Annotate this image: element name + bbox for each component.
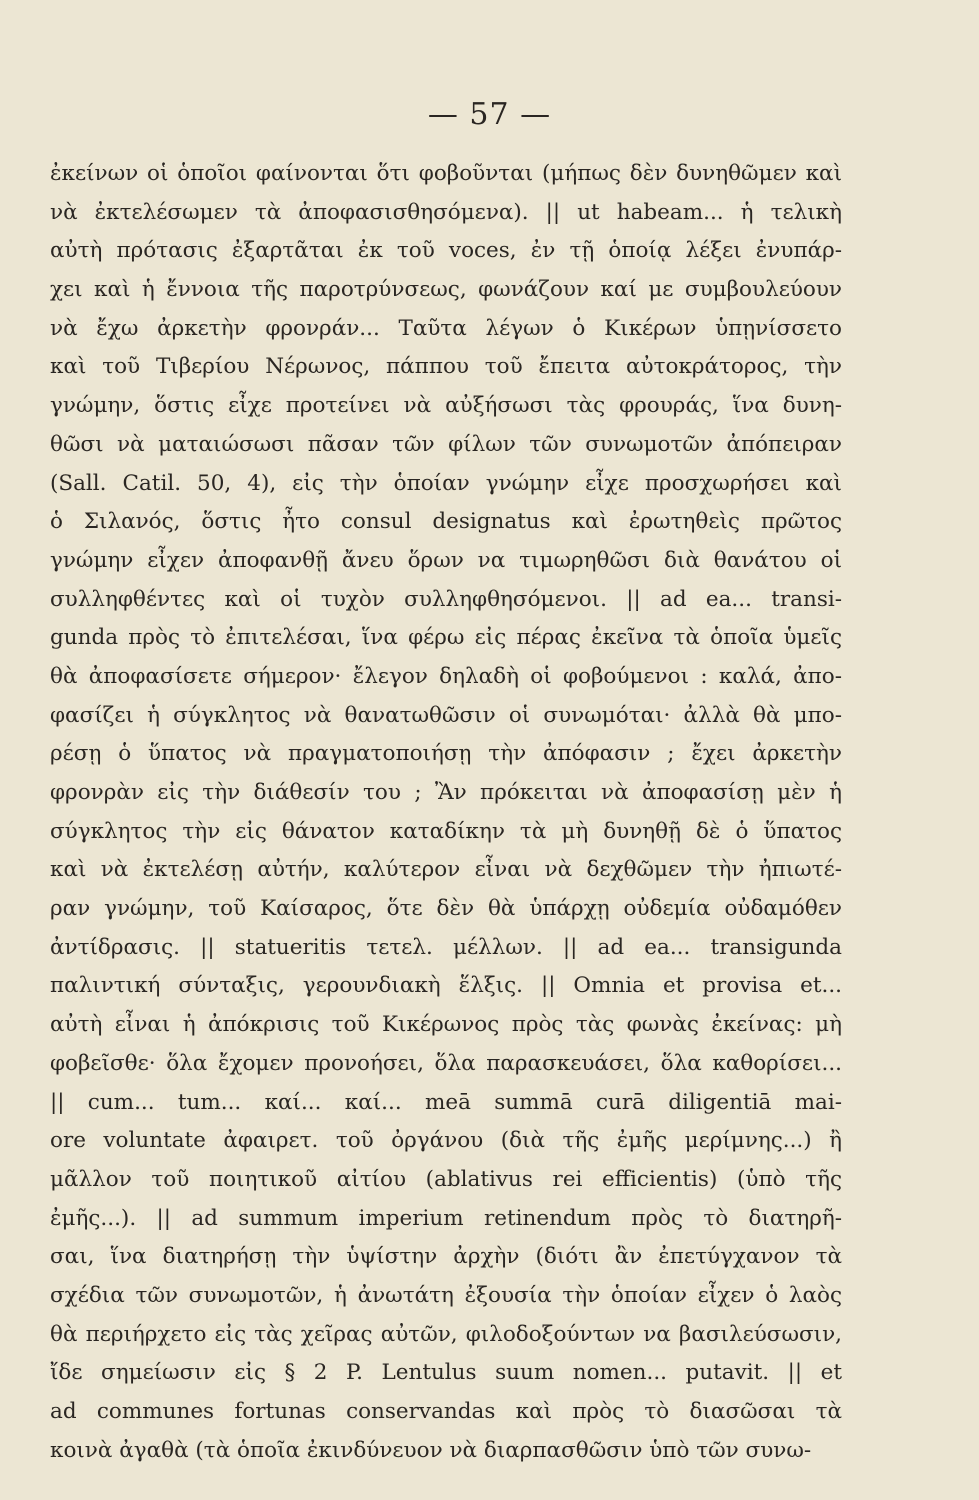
text-line: αὐτὴ εἶναι ἡ ἀπόκρισις τοῦ Κικέρωνος πρὸς τὰς φωνὰς ἐκείνας: μὴ bbox=[50, 1012, 842, 1038]
text-line: || cum... tum... καί... καί... meā summā curā diligentiā mai- bbox=[50, 1089, 842, 1115]
page-number: — 57 — bbox=[427, 97, 552, 132]
text-line: καὶ τοῦ Τιβερίου Νέρωνος, πάππου τοῦ ἔπειτα αὐτοκράτορος, τὴν bbox=[50, 354, 842, 380]
text-line: gunda πρὸς τὸ ἐπιτελέσαι, ἵνα φέρω εἰς πέρας ἐκεῖνα τὰ ὁποῖα ὑμεῖς bbox=[50, 625, 842, 651]
body-text bbox=[50, 155, 842, 1470]
text-line: ore voluntate ἀφαιρετ. τοῦ ὀργάνου (διὰ τῆς ἐμῆς μερίμνης...) ἢ bbox=[50, 1128, 842, 1154]
text-line: ρέσῃ ὁ ὕπατος νὰ πραγματοποιήσῃ τὴν ἀπόφασιν ; ἔχει ἀρκετὴν bbox=[50, 741, 842, 767]
text-line: ὁ Σιλανός, ὅστις ἦτο consul designatus καὶ ἐρωτηθεὶς πρῶτος bbox=[50, 509, 842, 535]
text-line: (Sall. Catil. 50, 4), εἰς τὴν ὁποίαν γνώμην εἶχε προσχωρήσει καὶ bbox=[50, 470, 842, 496]
text-line: σχέδια τῶν συνωμοτῶν, ἡ ἀνωτάτη ἐξουσία τὴν ὁποίαν εἶχεν ὁ λαὸς bbox=[50, 1282, 842, 1308]
text-line: φοβεῖσθε· ὅλα ἔχομεν προνοήσει, ὅλα παρασκευάσει, ὅλα καθορίσει... bbox=[50, 1050, 842, 1076]
text-line: χει καὶ ἡ ἔννοια τῆς παροτρύνσεως, φωνάζουν καί με συμβουλεύουν bbox=[50, 277, 842, 303]
text-line: κοινὰ ἀγαθὰ (τὰ ὁποῖα ἐκινδύνευον νὰ διαρπασθῶσιν ὑπὸ τῶν συνω- bbox=[50, 1437, 812, 1463]
text-line: νὰ ἐκτελέσωμεν τὰ ἀποφασισθησόμενα). || ut habeam... ἡ τελικὴ bbox=[50, 199, 842, 225]
text-line: καὶ νὰ ἐκτελέσῃ αὐτήν, καλύτερον εἶναι νὰ δεχθῶμεν τὴν ἠπιωτέ- bbox=[50, 857, 842, 883]
text-line: μᾶλλον τοῦ ποιητικοῦ αἰτίου (ablativus rei efficientis) (ὑπὸ τῆς bbox=[50, 1166, 842, 1192]
text-line: ἀντίδρασις. || statueritis τετελ. μέλλων. || ad ea... transigunda bbox=[50, 934, 842, 960]
text-line: αὐτὴ πρότασις ἐξαρτᾶται ἐκ τοῦ voces, ἐν τῇ ὁποίᾳ λέξει ἐνυπάρ- bbox=[50, 238, 842, 264]
text-line: ἐμῆς...). || ad summum imperium retinendum πρὸς τὸ διατηρῆ- bbox=[50, 1205, 842, 1231]
text-line: θὰ περιήρχετο εἰς τὰς χεῖρας αὐτῶν, φιλοδοξούντων να βασιλεύσωσιν, bbox=[50, 1321, 842, 1347]
text-line: ἐκείνων οἱ ὁποῖοι φαίνονται ὅτι φοβοῦνται (μήπως δὲν δυνηθῶμεν καὶ bbox=[50, 161, 842, 186]
text-line: σαι, ἵνα διατηρήσῃ τὴν ὑψίστην ἀρχὴν (διότι ἂν ἐπετύγχανον τὰ bbox=[50, 1244, 842, 1270]
text-line: θῶσι νὰ ματαιώσωσι πᾶσαν τῶν φίλων τῶν συνωμοτῶν ἀπόπειραν bbox=[50, 431, 842, 457]
text-line: φασίζει ἡ σύγκλητος νὰ θανατωθῶσιν οἱ συνωμόται· ἀλλὰ θὰ μπο- bbox=[50, 702, 842, 728]
text-line: θὰ ἀποφασίσετε σήμερον· ἔλεγον δηλαδὴ οἱ φοβούμενοι : καλά, ἀπο- bbox=[50, 663, 842, 689]
text-line: ἴδε σημείωσιν εἰς § 2 P. Lentulus suum nomen... putavit. || et bbox=[50, 1360, 842, 1386]
text-line: παλιντική σύνταξις, γερουνδιακὴ ἕλξις. || Omnia et provisa et... bbox=[50, 973, 842, 999]
text-line: ad communes fortunas conservandas καὶ πρὸς τὸ διασῶσαι τὰ bbox=[50, 1399, 842, 1424]
text-line: γνώμην, ὅστις εἶχε προτείνει νὰ αὐξήσωσι τὰς φρουράς, ἵνα δυνη- bbox=[50, 393, 842, 419]
text-line: φρονρὰν εἰς τὴν διάθεσίν του ; Ἂν πρόκειται νὰ ἀποφασίσῃ μὲν ἡ bbox=[50, 780, 842, 805]
text-line: σύγκλητος τὴν εἰς θάνατον καταδίκην τὰ μὴ δυνηθῇ δὲ ὁ ὕπατος bbox=[50, 818, 842, 844]
text-line: συλληφθέντες καὶ οἱ τυχὸν συλληφθησόμενοι. || ad ea... transi- bbox=[50, 586, 842, 612]
text-line: ραν γνώμην, τοῦ Καίσαρος, ὅτε δὲν θὰ ὑπάρχῃ οὐδεμία οὐδαμόθεν bbox=[50, 896, 842, 922]
text-line: νὰ ἔχω ἀρκετὴν φρονράν... Ταῦτα λέγων ὁ Κικέρων ὑπῃνίσσετο bbox=[50, 315, 842, 341]
text-line: γνώμην εἶχεν ἀποφανθῇ ἄνευ ὅρων να τιμωρηθῶσι διὰ θανάτου οἱ bbox=[50, 547, 842, 573]
